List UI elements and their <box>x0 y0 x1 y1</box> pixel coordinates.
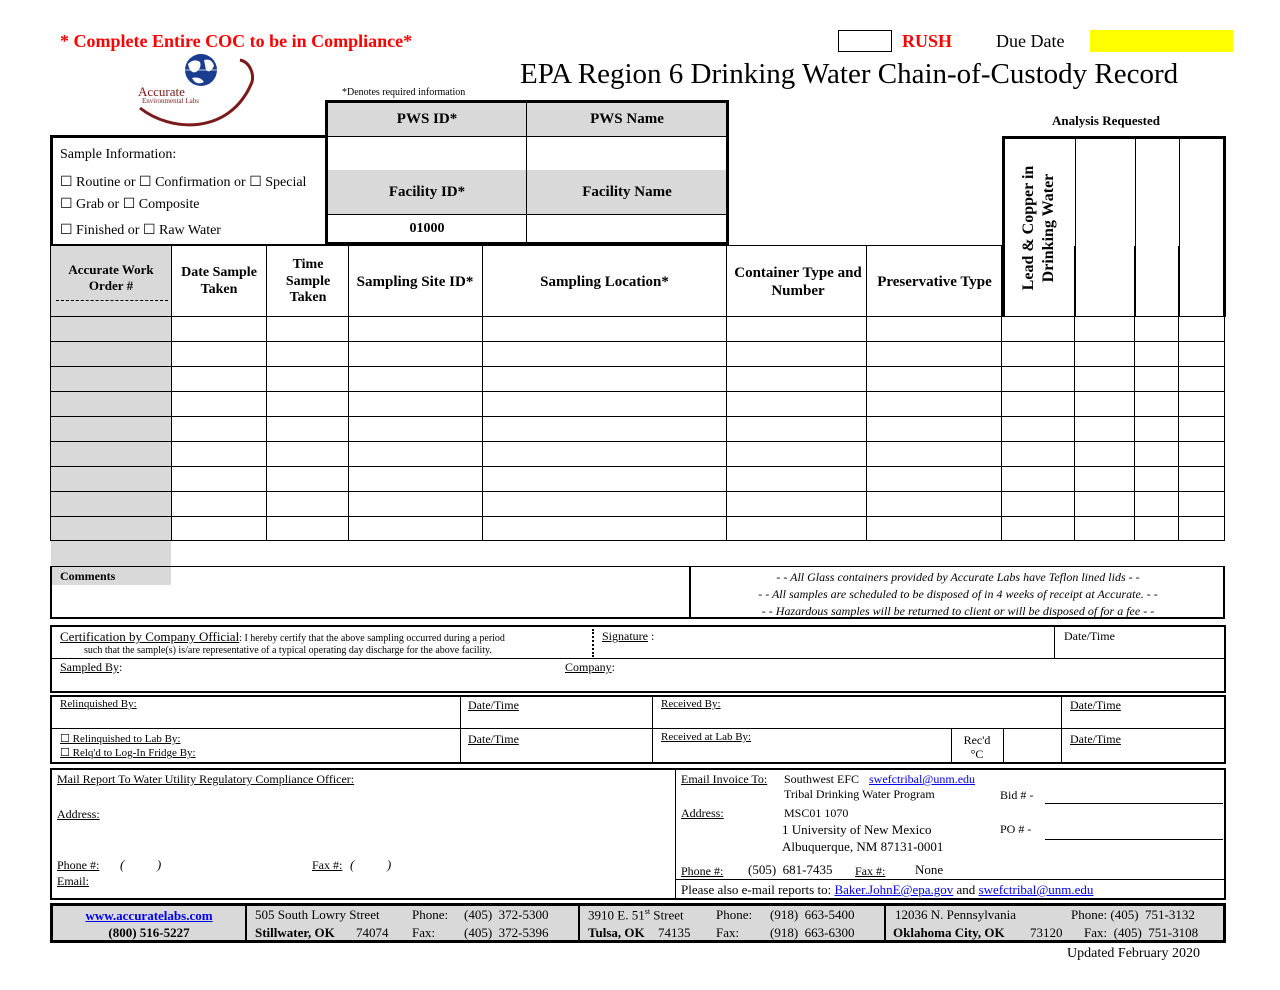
invoice-fax-label: Fax #: <box>855 864 886 878</box>
relqd-fridge-label: ☐ Relq'd to Log-In Fridge By: <box>60 747 196 759</box>
tulsa-city: Tulsa, OK <box>588 925 645 940</box>
work-order-header: Accurate Work Order # <box>68 262 154 293</box>
due-date-label: Due Date <box>996 31 1065 51</box>
logo-text: Accurate <box>138 84 185 99</box>
invoice-addr3: Albuquerque, NM 87131-0001 <box>782 839 944 854</box>
invoice-addr1: MSC01 1070 <box>784 806 849 820</box>
deg-c-label: °C <box>970 747 984 761</box>
sample-info-title: Sample Information: <box>60 147 177 162</box>
received-by-field[interactable] <box>654 712 1059 727</box>
invoice-addr2: 1 University of New Mexico <box>782 822 932 837</box>
mail-address-label: Address: <box>57 807 100 821</box>
required-note: *Denotes required information <box>342 87 466 98</box>
table-row[interactable] <box>51 367 1225 392</box>
tulsa-fax-label: Fax: <box>716 925 740 940</box>
po-field[interactable] <box>1045 839 1223 840</box>
stillwater-fax: (405) 372-5396 <box>464 925 549 940</box>
signature-label-text: Signature <box>602 629 648 643</box>
sample-method-options[interactable]: ☐ Grab or ☐ Composite <box>60 197 200 212</box>
tulsa-street-name: Street <box>650 907 684 923</box>
comments-label: Comments <box>60 569 116 583</box>
water-type-options[interactable]: ☐ Finished or ☐ Raw Water <box>60 223 221 238</box>
table-row[interactable] <box>51 342 1225 367</box>
temperature-field[interactable] <box>1004 730 1060 761</box>
received-date-label: Date/Time <box>1070 698 1121 712</box>
updated-date: Updated February 2020 <box>1067 946 1200 961</box>
page-title: EPA Region 6 Drinking Water Chain-of-Custody Record <box>520 58 1179 90</box>
invoice-label: Email Invoice To: <box>681 772 768 786</box>
stillwater-street: 505 South Lowry Street <box>255 907 380 922</box>
certification-statement: : I hereby certify that the above sampling occurred during a period <box>239 633 505 644</box>
okc-phone: Phone: (405) 751-3132 <box>1071 907 1195 922</box>
site-id-header: Sampling Site ID* <box>356 274 474 290</box>
facility-name-input[interactable] <box>528 216 725 242</box>
tulsa-phone: (918) 663-5400 <box>770 907 855 922</box>
mail-email-label: Email: <box>57 874 89 888</box>
signature-colon: : <box>648 629 655 643</box>
po-label: PO # - <box>1000 822 1032 836</box>
tulsa-street-sup: st <box>644 907 651 916</box>
preservative-header: Preservative Type <box>877 274 992 290</box>
certification-title <box>60 630 505 644</box>
rush-label: RUSH <box>902 31 953 51</box>
tulsa-street <box>588 908 684 921</box>
table-row[interactable] <box>51 517 1225 541</box>
tulsa-phone-label: Phone: <box>716 907 753 922</box>
mail-report-title: Mail Report To Water Utility Regulatory Compliance Officer: <box>57 772 355 786</box>
pws-id-input[interactable] <box>328 138 525 169</box>
table-row[interactable] <box>51 492 1225 517</box>
analysis-requested-label: Analysis Requested <box>1052 113 1160 128</box>
relinquished-by-field[interactable] <box>52 712 458 727</box>
table-row[interactable] <box>51 442 1225 467</box>
sampled-by-text: Sampled By <box>60 660 119 674</box>
location-header: Sampling Location* <box>540 274 669 290</box>
stillwater-phone-label: Phone: <box>412 907 449 922</box>
due-date-field[interactable] <box>1090 30 1233 52</box>
facility-name-label: Facility Name <box>582 184 672 200</box>
date-header: Date Sample Taken <box>181 265 257 297</box>
facility-id-label: Facility ID* <box>388 184 466 200</box>
sampled-by-label: Sampled By: <box>60 660 123 674</box>
accurate-labs-logo <box>130 52 260 134</box>
hazardous-note: - - Hazardous samples will be returned to client or will be disposed of for a fee - - <box>761 604 1155 618</box>
cert-date-time-label: Date/Time <box>1064 629 1115 643</box>
lab-date-label: Date/Time <box>468 732 519 746</box>
unm-email-link[interactable]: swefctribal@unm.edu <box>978 882 1094 897</box>
certification-title-text: Certification by Company Official <box>60 629 240 644</box>
tulsa-zip: 74135 <box>658 925 691 940</box>
company-label: Company: <box>565 660 616 674</box>
mail-phone-field[interactable]: ( ) <box>120 857 162 872</box>
stillwater-fax-label: Fax: <box>412 925 436 940</box>
okc-street: 12036 N. Pennsylvania <box>895 907 1016 922</box>
sampled-by-field[interactable] <box>130 660 560 690</box>
table-row[interactable] <box>51 417 1225 442</box>
tulsa-street-num: 3910 E. 51 <box>588 907 645 923</box>
lab-received-date-label: Date/Time <box>1070 732 1121 746</box>
received-lab-field[interactable] <box>654 745 950 761</box>
invoice-org: Southwest EFC <box>784 772 860 786</box>
tollfree-phone: (800) 516-5227 <box>108 925 190 940</box>
website-link[interactable]: www.accuratelabs.com <box>85 908 213 923</box>
mail-email-field[interactable] <box>100 874 670 896</box>
analysis-1-label: Lead & Copper in Drinking Water <box>1020 165 1057 290</box>
certification-statement-2: such that the sample(s) is/are representative of a typical operating day discharge for the above facility. <box>84 645 492 656</box>
glass-container-note: - - All Glass containers provided by Accurate Labs have Teflon lined lids - - <box>776 570 1140 584</box>
pws-name-label: PWS Name <box>590 111 664 127</box>
also-email-text: Please also e-mail reports to: <box>681 882 832 897</box>
disposal-note: - - All samples are scheduled to be disposed of in 4 weeks of receipt at Accurate. - - <box>758 587 1158 601</box>
invoice-address-label: Address: <box>681 806 724 820</box>
received-by-label: Received By: <box>661 698 721 710</box>
invoice-email-link[interactable]: swefctribal@unm.edu <box>869 772 976 786</box>
mail-phone-label: Phone #: <box>57 858 100 872</box>
okc-zip: 73120 <box>1030 925 1063 940</box>
invoice-fax: None <box>915 862 944 877</box>
bid-field[interactable] <box>1045 803 1223 804</box>
okc-fax: Fax: (405) 751-3108 <box>1084 925 1199 940</box>
signature-label <box>602 630 654 642</box>
also-email-reports <box>681 883 1093 896</box>
pws-id-label: PWS ID* <box>396 111 458 127</box>
pws-name-input[interactable] <box>528 138 725 169</box>
signature-field[interactable] <box>665 628 1051 656</box>
mail-fax-field[interactable]: ( ) <box>350 857 392 872</box>
invoice-phone: (505) 681-7435 <box>748 862 833 877</box>
recd-label: Rec'd <box>963 733 991 747</box>
company-field[interactable] <box>625 660 1221 690</box>
stillwater-phone: (405) 372-5300 <box>464 907 549 922</box>
bid-label: Bid # - <box>1000 788 1034 802</box>
relinquished-lab-label: ☐ Relinquished to Lab By: <box>60 733 181 745</box>
received-lab-label: Received at Lab By: <box>661 731 752 743</box>
epa-email-link[interactable]: Baker.JohnE@epa.gov <box>834 882 954 897</box>
stillwater-zip: 74074 <box>356 925 389 940</box>
okc-city: Oklahoma City, OK <box>893 925 1005 940</box>
relinquished-by-label: Relinquished By: <box>60 698 137 710</box>
table-row[interactable] <box>51 317 1225 342</box>
table-row[interactable] <box>51 392 1225 417</box>
stillwater-city: Stillwater, OK <box>255 925 335 940</box>
invoice-program: Tribal Drinking Water Program <box>784 787 935 801</box>
invoice-phone-label: Phone #: <box>681 864 724 878</box>
and-text: and <box>956 882 976 897</box>
company-text: Company <box>565 660 612 674</box>
compliance-note: * Complete Entire COC to be in Compliance* <box>60 31 413 51</box>
relinquished-date-label: Date/Time <box>468 698 519 712</box>
mail-fax-label: Fax #: <box>312 858 343 872</box>
facility-id-value[interactable]: 01000 <box>409 220 445 236</box>
table-row[interactable] <box>51 467 1225 492</box>
tulsa-fax: (918) 663-6300 <box>770 925 855 940</box>
container-header: Container Type and Number <box>734 265 862 299</box>
mail-address-field[interactable] <box>110 800 670 850</box>
logo-subtext: Environmental Labs <box>142 97 199 105</box>
time-header: Time Sample Taken <box>285 256 331 306</box>
rush-checkbox[interactable] <box>838 30 892 52</box>
sample-type-options[interactable]: ☐ Routine or ☐ Confirmation or ☐ Special <box>60 175 307 190</box>
